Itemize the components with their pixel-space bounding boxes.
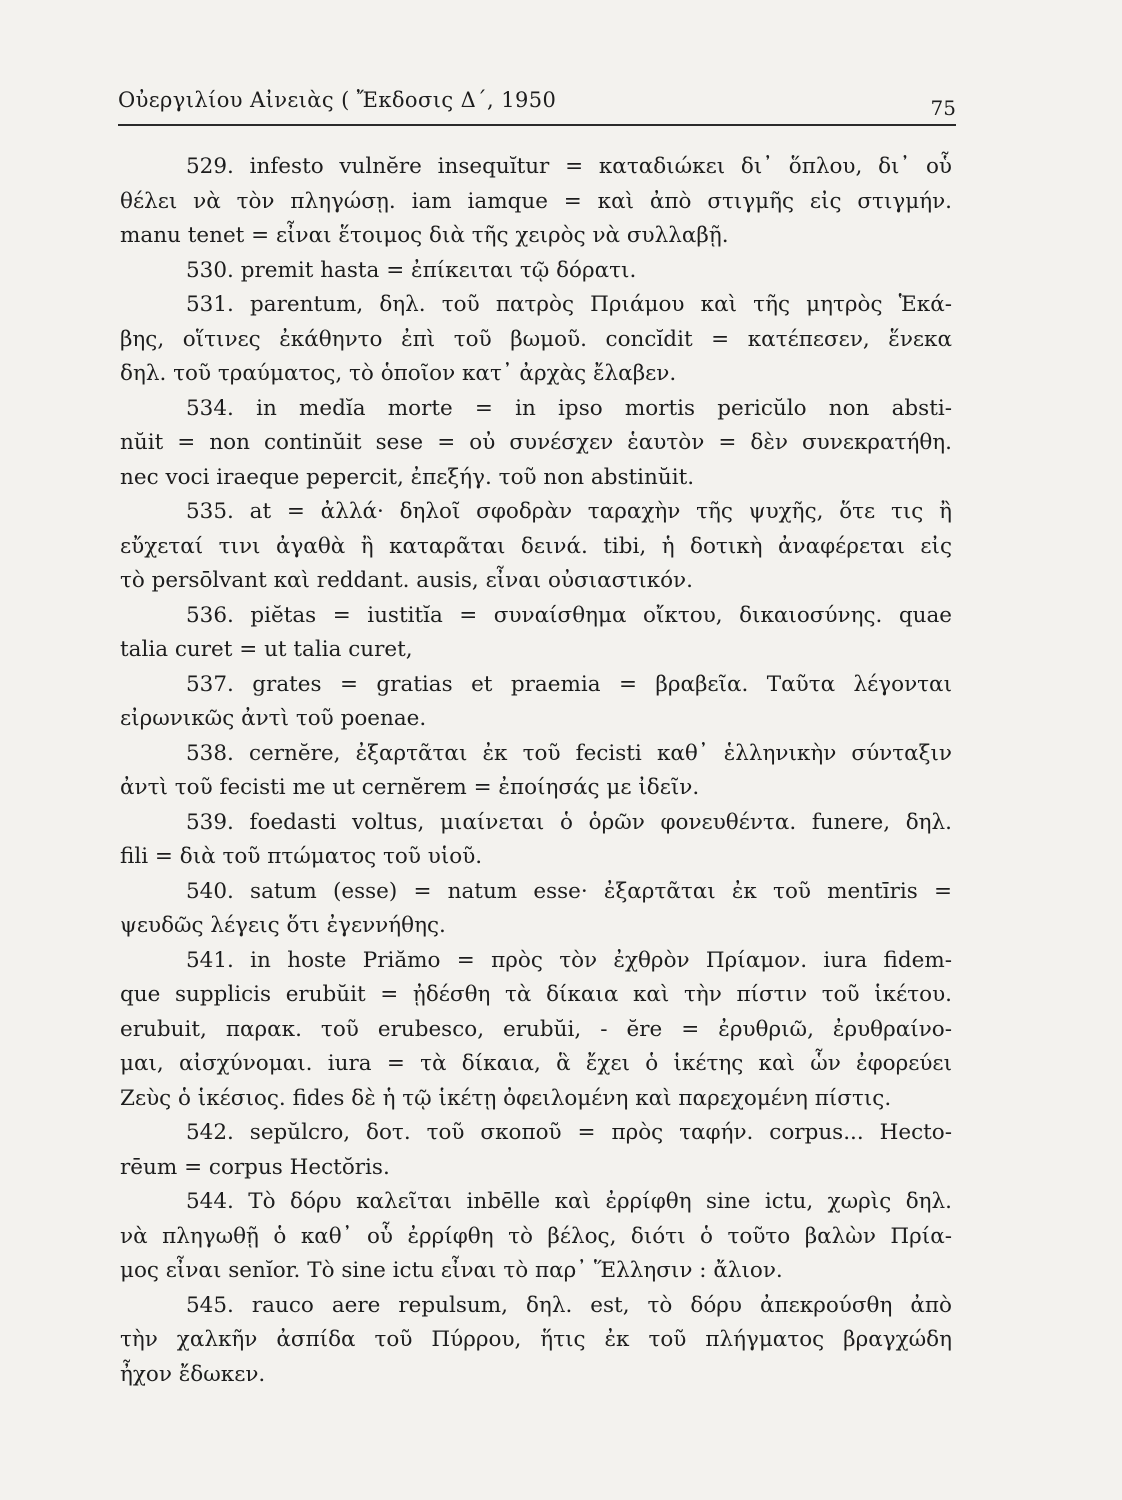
text-line: nec voci iraeque pepercit, ἐπεξήγ. τοῦ non abstinŭit. [120, 464, 695, 490]
text-line: 545. rauco aere repulsum, δηλ. est, τὸ δόρυ ἀπεκρούσθη ἀπὸ [186, 1292, 952, 1318]
text-line: 535. at = ἀλλά· δηλοῖ σφοδρὰν ταραχὴν τῆς ψυχῆς, ὅτε τις ἢ [186, 499, 952, 524]
text-line: rēum = corpus Hectŏris. [120, 1154, 390, 1180]
text-line: talia curet = ut talia curet, [120, 637, 413, 662]
text-line: 539. foedasti voltus, μιαίνεται ὁ ὁρῶν φονευθέντα. funere, δηλ. [186, 809, 952, 835]
text-line: manu tenet = εἶναι ἕτοιμος διὰ τῆς χειρὸς νὰ συλλαβῇ. [120, 223, 729, 248]
text-line: 542. sepŭlcro, δοτ. τοῦ σκοποῦ = πρὸς ταφήν. corpus... Hecto- [186, 1120, 952, 1145]
text-line: que supplicis erubŭit = ᾐδέσθη τὰ δίκαια καὶ τὴν πίστιν τοῦ ἱκέτου. [120, 982, 952, 1007]
text-line: εὔχεταί τινι ἀγαθὰ ἢ καταρᾶται δεινά. tibi, ἡ δοτικὴ ἀναφέρεται εἰς [120, 533, 952, 559]
text-line: 540. satum (esse) = natum esse· ἐξαρτᾶται ἐκ τοῦ mentīris = [186, 878, 952, 904]
text-line: 537. grates = gratias et praemia = βραβεῖα. Ταῦτα λέγονται [186, 671, 952, 697]
text-line: ψευδῶς λέγεις ὅτι ἐγεννήθης. [120, 913, 446, 938]
text-line: βης, οἵτινες ἐκάθηντο ἐπὶ τοῦ βωμοῦ. concĭdit = κατέπεσεν, ἕνεκα [120, 326, 952, 352]
text-line: τὸ persōlvant καὶ reddant. ausis, εἶναι οὐσιαστικόν. [120, 568, 693, 593]
text-line: 536. piĕtas = iustitĭa = συναίσθημα οἴκτου, δικαιοσύνης. quae [186, 602, 952, 628]
text-line: ἀντὶ τοῦ fecisti me ut cernĕrem = ἐποίησάς με ἰδεῖν. [120, 775, 700, 800]
text-line: ἦχον ἔδωκεν. [120, 1361, 266, 1387]
text-line: Ζεὺς ὁ ἱκέσιος. fides δὲ ἡ τῷ ἱκέτῃ ὀφειλομένη καὶ παρεχομένη πίστις. [120, 1085, 892, 1111]
text-line: nŭit = non continŭit sese = οὐ συνέσχεν ἑαυτὸν = δὲν συνεκρατήθη. [120, 430, 952, 455]
text-line: 541. in hoste Priămo = πρὸς τὸν ἐχθρὸν Πρίαμον. iura fidem- [186, 947, 952, 973]
text-line: 544. Τὸ δόρυ καλεῖται inbēlle καὶ ἐρρίφθη sine ictu, χωρὶς δηλ. [186, 1189, 952, 1214]
text-line: 531. parentum, δηλ. τοῦ πατρὸς Πριάμου καὶ τῆς μητρὸς Ἑκά- [186, 292, 952, 317]
running-title: Οὐεργιλίου Αἰνειὰς ( Ἔκδοσις Δ΄, 1950 [118, 88, 557, 112]
page-number: 75 [930, 96, 956, 120]
text-line: 538. cernĕre, ἐξαρτᾶται ἐκ τοῦ fecisti καθ᾽ ἑλληνικὴν σύνταξιν [186, 740, 952, 766]
running-header [118, 84, 956, 126]
text-line: θέλει νὰ τὸν πληγώσῃ. iam iamque = καὶ ἀπὸ στιγμῆς εἰς στιγμήν. [120, 188, 952, 214]
text-line: μος εἶναι senĭor. Τὸ sine ictu εἶναι τὸ παρ᾽ Ἕλλησιν : ἄλιον. [120, 1258, 783, 1283]
text-line: 530. premit hasta = ἐπίκειται τῷ δόρατι. [186, 257, 637, 283]
commentary-text [120, 150, 952, 1392]
text-line: νὰ πληγωθῇ ὁ καθ᾽ οὗ ἐρρίφθη τὸ βέλος, διότι ὁ τοῦτο βαλὼν Πρία- [120, 1223, 952, 1249]
text-line: 529. infesto vulnĕre insequĭtur = καταδιώκει δι᾽ ὅπλου, δι᾽ οὗ [186, 154, 952, 179]
text-line: 534. in medĭa morte = in ipso mortis pericŭlo non absti- [186, 395, 952, 421]
text-line: fili = διὰ τοῦ πτώματος τοῦ υἱοῦ. [120, 844, 483, 869]
text-line: δηλ. τοῦ τραύματος, τὸ ὁποῖον κατ᾽ ἀρχὰς ἔλαβεν. [120, 361, 677, 386]
text-line: μαι, αἰσχύνομαι. iura = τὰ δίκαια, ἃ ἔχει ὁ ἱκέτης καὶ ὧν ἐφορεύει [120, 1051, 952, 1076]
text-line: erubuit, παρακ. τοῦ erubesco, erubŭi, - ĕre = ἐρυθριῶ, ἐρυθραίνο- [120, 1016, 952, 1042]
text-line: εἰρωνικῶς ἀντὶ τοῦ poenae. [120, 706, 427, 731]
text-line: τὴν χαλκῆν ἀσπίδα τοῦ Πύρρου, ἥτις ἐκ τοῦ πλήγματος βραγχώδη [120, 1327, 952, 1352]
